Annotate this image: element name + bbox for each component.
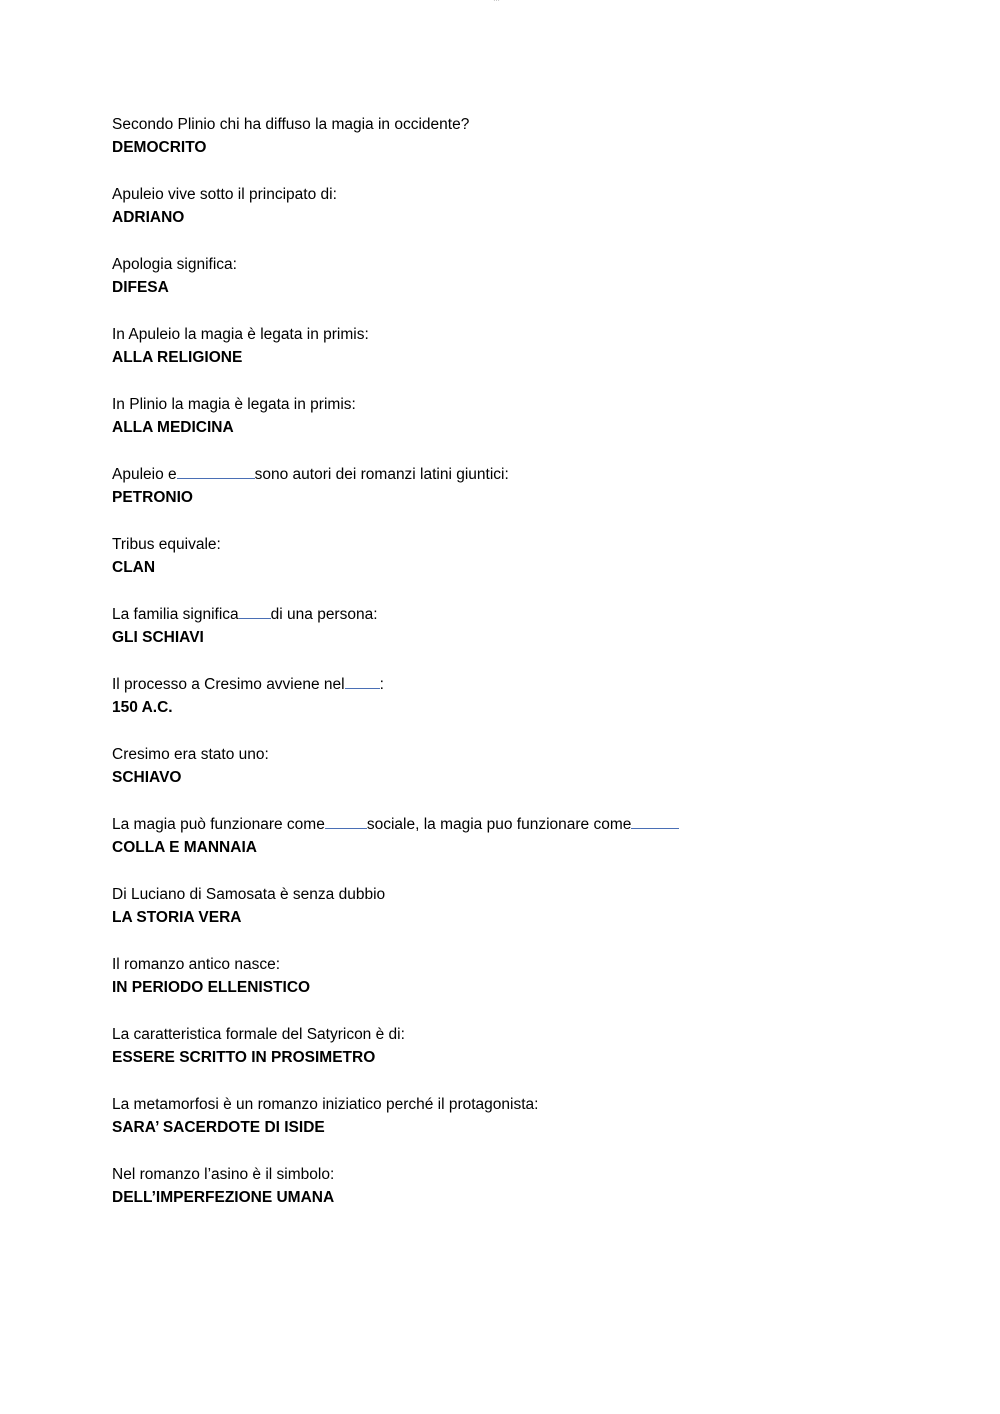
question-text: Secondo Plinio chi ha diffuso la magia in occidente? — [112, 116, 470, 133]
question-text — [112, 463, 912, 486]
qa-item — [112, 743, 912, 813]
question-part-before: Apuleio e — [112, 466, 177, 483]
answer-text: ALLA MEDICINA — [112, 419, 234, 436]
question-part-after: : — [379, 676, 384, 693]
question-text: Cresimo era stato uno: — [112, 746, 269, 763]
qa-item — [112, 183, 912, 253]
question-text: Il romanzo antico nasce: — [112, 956, 281, 973]
question-part-before: Il processo a Cresimo avviene nel — [112, 676, 345, 693]
answer-text: LA STORIA VERA — [112, 909, 242, 926]
question-text — [112, 603, 912, 626]
answer-text: DIFESA — [112, 279, 169, 296]
answer-text: DELL’IMPERFEZIONE UMANA — [112, 1189, 335, 1206]
answer-text: ADRIANO — [112, 209, 185, 226]
qa-list — [112, 113, 912, 1233]
answer-text: CLAN — [112, 559, 156, 576]
qa-item — [112, 323, 912, 393]
answer-text: IN PERIODO ELLENISTICO — [112, 979, 311, 996]
answer-text: SCHIAVO — [112, 769, 182, 786]
answer-text: GLI SCHIAVI — [112, 629, 204, 646]
qa-item — [112, 813, 912, 883]
answer-text: DEMOCRITO — [112, 139, 207, 156]
qa-item — [112, 603, 912, 673]
fill-in-blank — [239, 603, 271, 619]
qa-item — [112, 1023, 912, 1093]
page-marker — [493, 0, 501, 3]
qa-item — [112, 953, 912, 1023]
question-text: Apologia significa: — [112, 256, 237, 273]
qa-item — [112, 1163, 912, 1233]
answer-text: 150 A.C. — [112, 699, 173, 716]
answer-text: PETRONIO — [112, 489, 193, 506]
qa-item — [112, 533, 912, 603]
fill-in-blank — [345, 673, 380, 689]
answer-text: COLLA E MANNAIA — [112, 839, 257, 856]
question-text: In Apuleio la magia è legata in primis: — [112, 326, 369, 343]
question-part-after: di una persona: — [270, 606, 378, 623]
qa-item — [112, 463, 912, 533]
question-part-after: sono autori dei romanzi latini giuntici: — [254, 466, 509, 483]
fill-in-blank — [631, 813, 679, 829]
question-text: In Plinio la magia è legata in primis: — [112, 396, 356, 413]
qa-item — [112, 393, 912, 463]
fill-in-blank — [177, 463, 255, 479]
answer-text: ESSERE SCRITTO IN PROSIMETRO — [112, 1049, 376, 1066]
question-part-before: La familia significa — [112, 606, 239, 623]
question-text: Apuleio vive sotto il principato di: — [112, 186, 337, 203]
question-text: La caratteristica formale del Satyricon è di: — [112, 1026, 405, 1043]
answer-text: ALLA RELIGIONE — [112, 349, 243, 366]
question-text: Nel romanzo l’asino è il simbolo: — [112, 1166, 335, 1183]
fill-in-blank — [325, 813, 367, 829]
question-text: Di Luciano di Samosata è senza dubbio — [112, 886, 386, 903]
qa-item — [112, 883, 912, 953]
qa-item — [112, 253, 912, 323]
question-text — [112, 673, 912, 696]
qa-item — [112, 1093, 912, 1163]
question-text: Tribus equivale: — [112, 536, 221, 553]
question-text: La metamorfosi è un romanzo iniziatico perché il protagonista: — [112, 1096, 539, 1113]
question-part-middle: sociale, la magia puo funzionare come — [366, 816, 632, 833]
qa-item — [112, 673, 912, 743]
answer-text: SARA’ SACERDOTE DI ISIDE — [112, 1119, 325, 1136]
question-part-before: La magia può funzionare come — [112, 816, 325, 833]
qa-item — [112, 113, 912, 183]
question-text — [112, 813, 912, 836]
